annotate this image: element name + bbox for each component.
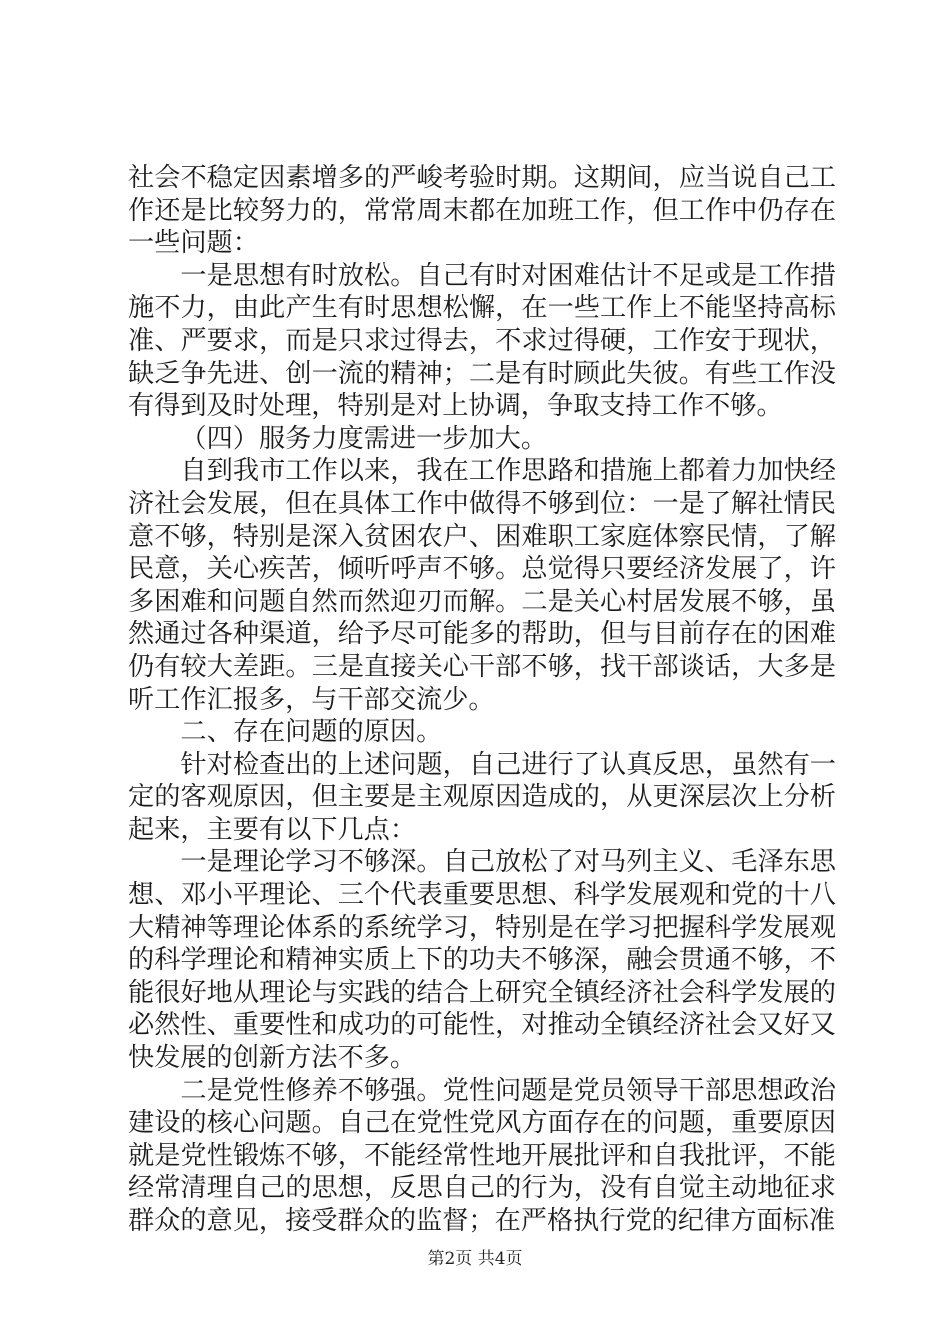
paragraph-party-spirit: 二是党性修养不够强。党性问题是党员领导干部思想政治建设的核心问题。自己在党性党风方面存在的问题，重要原因就是党性锻炼不够，不能经常性地开展批评和自我批评，不能经常清理自己的思想，反思自己的行为，没有自觉主动地征求群众的意见，接受群众的监督；在严格执行党的纪律方面标准 (128, 1075, 836, 1236)
paragraph-service-details: 自到我市工作以来，我在工作思路和措施上都着力加快经济社会发展，但在具体工作中做得不够到位：一是了解社情民意不够，特别是深入贫困农户、困难职工家庭体察民情，了解民意，关心疾苦，倾听呼声不够。总觉得只要经济发展了，许多困难和问题自然而然迎刃而解。二是关心村居发展不够，虽然通过各种渠道，给予尽可能多的帮助，但与目前存在的困难仍有较大差距。三是直接关心干部不够，找干部谈话，大多是听工作汇报多，与干部交流少。 (128, 456, 836, 715)
paragraph-theory-study: 一是理论学习不够深。自己放松了对马列主义、毛泽东思想、邓小平理论、三个代表重要思想、科学发展观和党的十八大精神等理论体系的系统学习，特别是在学习把握科学发展观的科学理论和精神实质上下的功夫不够深，融会贯通不够，不能很好地从理论与实践的结合上研究全镇经济社会科学发展的必然性、重要性和成功的可能性，对推动全镇经济社会又好又快发展的创新方法不多。 (128, 847, 836, 1074)
paragraph-causes-intro: 针对检查出的上述问题，自己进行了认真反思，虽然有一定的客观原因，但主要是主观原因造成的，从更深层次上分析起来，主要有以下几点： (128, 749, 836, 845)
document-body (128, 162, 836, 1238)
page-number-footer: 第2页 共4页 (427, 1249, 523, 1269)
section-heading-service: （四）服务力度需进一步加大。 (180, 423, 548, 454)
section-heading-causes: 二、存在问题的原因。 (180, 717, 443, 748)
paragraph-continuation: 社会不稳定因素增多的严峻考验时期。这期间，应当说自己工作还是比较努力的，常常周末都在加班工作，但工作中仍存在一些问题： (128, 163, 836, 259)
paragraph-thought-relaxed: 一是思想有时放松。自己有时对困难估计不足或是工作措施不力，由此产生有时思想松懈，在一些工作上不能坚持高标准、严要求，而是只求过得去，不求过得硬，工作安于现状，缺乏争先进、创一流的精神；二是有时顾此失彼。有些工作没有得到及时处理，特别是对上协调，争取支持工作不够。 (128, 260, 836, 422)
